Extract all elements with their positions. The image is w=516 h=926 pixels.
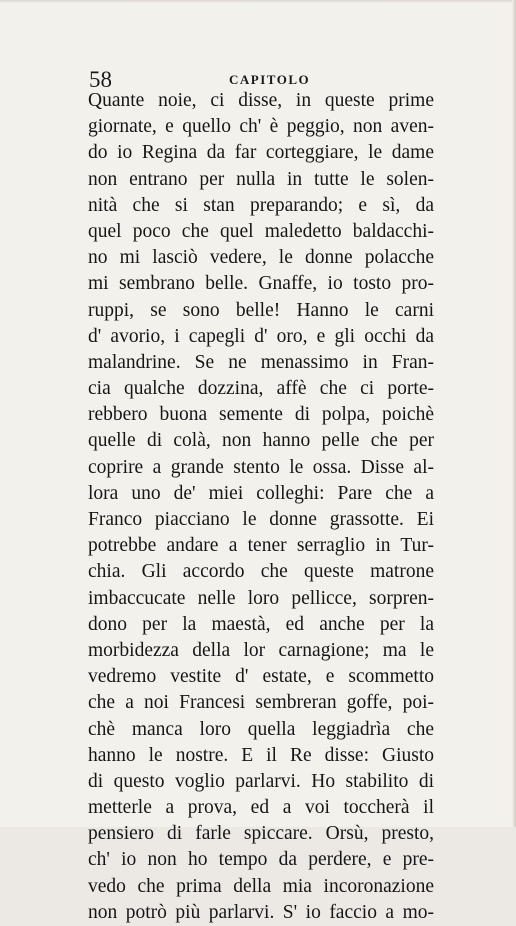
text-line: chè manca loro quella leggiadrìa che [88, 718, 434, 740]
text-line: imbaccucate nelle loro pellicce, sorpren- [88, 587, 434, 609]
text-line: Quante noie, ci disse, in queste prime [88, 90, 434, 111]
text-line: non potrò più parlarvi. S' io faccio a mo- [88, 901, 434, 923]
page-right-edge [512, 0, 516, 827]
body-text [88, 88, 434, 926]
text-line: pensiero di farle spiccare. Orsù, presto, [88, 823, 434, 845]
text-line: d' avorio, i capegli d' oro, e gli occhi da [88, 325, 434, 347]
text-line: ruppi, se sono belle! Hanno le carni [88, 299, 434, 321]
text-line: malandrine. Se ne menassimo in Fran- [88, 351, 434, 373]
text-line: vedremo vestite d' estate, e scommetto [88, 666, 434, 688]
text-line: Franco piacciano le donne grassotte. Ei [88, 509, 434, 530]
text-line: quel poco che quel maledetto baldacchi- [88, 220, 434, 242]
text-line: morbidezza della lor carnagione; ma le [88, 639, 434, 661]
text-line: rebbero buona semente di polpa, poichè [88, 404, 434, 426]
text-line: potrebbe andare a tener serraglio in Tur- [88, 535, 434, 557]
text-line: do io Regina da far corteggiare, le dame [88, 142, 434, 164]
page-number: 58 [89, 67, 112, 92]
text-line: quelle di colà, non hanno pelle che per [88, 430, 434, 452]
text-line: che a noi Francesi sembreran goffe, poi- [88, 692, 434, 714]
text-line: vedo che prima della mia incoronazione [88, 875, 434, 897]
text-line: non entrano per nulla in tutte le solen- [88, 168, 434, 190]
chapter-heading: CAPITOLO [229, 72, 311, 87]
text-line: giornate, e quello ch' è peggio, non aven- [88, 116, 434, 138]
page-top-edge [0, 0, 516, 3]
text-line: no mi lasciò vedere, le donne polacche [88, 247, 434, 269]
text-line: cia qualche dozzina, affè che ci porte- [88, 378, 434, 400]
text-line: ch' io non ho tempo da perdere, e pre- [88, 849, 434, 871]
text-line: lora uno de' miei colleghi: Pare che a [88, 482, 434, 504]
text-line: nità che si stan preparando; e sì, da [88, 194, 434, 216]
text-line: metterle a prova, ed a voi toccherà il [88, 797, 434, 819]
text-line: mi sembrano belle. Gnaffe, io tosto pro- [88, 273, 434, 295]
text-line: hanno le nostre. E il Re disse: Giusto [88, 744, 434, 766]
text-line: chia. Gli accordo che queste matrone [88, 561, 434, 583]
text-line: dono per la maestà, ed anche per la [88, 613, 434, 635]
text-line: di questo voglio parlarvi. Ho stabilito di [88, 770, 434, 792]
text-line: coprire a grande stento le ossa. Disse al- [88, 456, 434, 478]
